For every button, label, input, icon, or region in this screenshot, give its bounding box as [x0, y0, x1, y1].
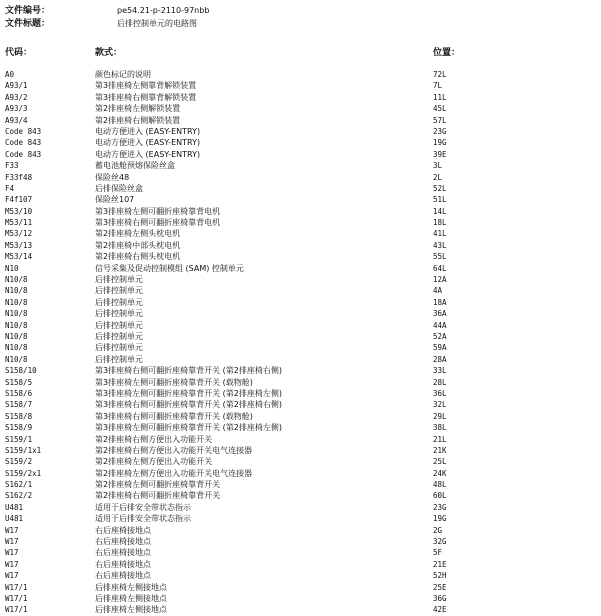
component-position: 7L [433, 81, 443, 91]
component-description: 后排控制单元 [95, 309, 143, 319]
component-position: 14L [433, 206, 447, 216]
component-code: S159/1x1 [5, 445, 42, 455]
component-description: 后排控制单元 [95, 297, 143, 307]
component-description: 第3排座椅右侧靠背解锁装置 [95, 92, 197, 102]
component-code: N10/8 [5, 275, 28, 285]
component-position: 11L [433, 92, 447, 102]
header-description: 款式： [95, 48, 123, 58]
component-position: 38L [433, 423, 447, 433]
component-position: 52H [433, 571, 447, 581]
component-position: 18A [433, 297, 447, 307]
component-description: 第3排座椅右侧可翻折座椅靠背电机 [95, 218, 221, 228]
component-code: M53/11 [5, 218, 33, 228]
table-row [5, 240, 595, 251]
component-position: 52A [433, 331, 447, 341]
component-position: 43L [433, 240, 447, 250]
component-position: 36A [433, 309, 447, 319]
component-code: S158/8 [5, 411, 33, 421]
component-position: 28A [433, 354, 447, 364]
component-code: F33 [5, 161, 19, 171]
component-position: 29L [433, 411, 447, 421]
component-position: 51L [433, 195, 447, 205]
component-code: W17 [5, 571, 19, 581]
component-code: S159/2x1 [5, 468, 42, 478]
header-code: 代码： [5, 48, 33, 58]
table-row [5, 206, 595, 217]
component-description: 右后座椅接地点 [95, 571, 151, 581]
component-code: U481 [5, 502, 24, 512]
component-position: 4A [433, 286, 443, 296]
component-position: 36G [433, 593, 447, 603]
component-code: S162/1 [5, 480, 33, 490]
component-description: 电动方便进入 (EASY-ENTRY) [95, 149, 201, 159]
component-description: 保险丝107 [95, 195, 135, 205]
table-row [5, 479, 595, 490]
component-description: 电动方便进入 (EASY-ENTRY) [95, 138, 201, 148]
component-description: 第2排座椅右侧解锁装置 [95, 115, 181, 125]
component-code: S159/1 [5, 434, 33, 444]
table-row [5, 422, 595, 433]
component-description: 第3排座椅右侧可翻折座椅靠背开关 (第2排座椅右侧) [95, 400, 282, 410]
table-row [5, 285, 595, 296]
component-code: S158/5 [5, 377, 33, 387]
table-row [5, 103, 595, 114]
table-row [5, 388, 595, 399]
component-description: 信号采集及促动控制模组 (SAM) 控制单元 [95, 263, 244, 273]
component-code: U481 [5, 514, 24, 524]
component-table [5, 69, 595, 616]
component-position: 21E [433, 559, 447, 569]
component-description: 后排控制单元 [95, 331, 143, 341]
table-row [5, 80, 595, 91]
table-row [5, 525, 595, 536]
component-position: 36L [433, 388, 447, 398]
table-row [5, 342, 595, 353]
table-row [5, 297, 595, 308]
component-description: 后排座椅左侧接地点 [95, 593, 167, 603]
component-code: S158/9 [5, 423, 33, 433]
component-code: A0 [5, 70, 15, 79]
component-code: F33f48 [5, 172, 33, 182]
component-description: 第2排座椅左侧方便出入功能开关电气连接器 [95, 468, 253, 478]
component-description: 右后座椅接地点 [95, 537, 151, 547]
table-row [5, 513, 595, 524]
component-position: 32L [433, 400, 447, 410]
component-position: 3L [433, 161, 443, 171]
component-position: 5F [433, 548, 443, 558]
component-code: Code 843 [5, 126, 42, 136]
component-description: 第2排座椅左侧头枕电机 [95, 229, 181, 239]
component-position: 12A [433, 275, 447, 285]
table-row [5, 377, 595, 388]
component-description: 第2排座椅右侧方便出入功能开关电气连接器 [95, 445, 253, 455]
component-position: 64L [433, 263, 447, 273]
component-code: M53/14 [5, 252, 33, 262]
table-row [5, 365, 595, 376]
table-row [5, 228, 595, 239]
document-number-label: 文件编号： [5, 6, 51, 16]
component-description: 第3排座椅左侧可翻折座椅靠背电机 [95, 206, 221, 216]
component-position: 52L [433, 183, 447, 193]
component-position: 19G [433, 514, 447, 524]
component-position: 48L [433, 480, 447, 490]
component-code: N10/8 [5, 331, 28, 341]
table-row [5, 604, 595, 615]
table-row [5, 149, 595, 160]
component-code: S158/6 [5, 388, 33, 398]
component-position: 41L [433, 229, 447, 239]
component-position: 25L [433, 457, 447, 467]
table-row [5, 411, 595, 422]
component-description: 右后座椅接地点 [95, 548, 151, 558]
component-code: Code 843 [5, 138, 42, 148]
component-position: 60L [433, 491, 447, 501]
component-code: N10/8 [5, 309, 28, 319]
component-code: F4 [5, 183, 15, 193]
table-row [5, 434, 595, 445]
table-row [5, 468, 595, 479]
component-position: 25E [433, 582, 447, 592]
table-row [5, 490, 595, 501]
table-row [5, 137, 595, 148]
component-description: 右后座椅接地点 [95, 525, 151, 535]
component-code: S162/2 [5, 491, 33, 501]
document-title-label: 文件标题： [5, 19, 51, 29]
table-row [5, 331, 595, 342]
component-position: 2L [433, 172, 443, 182]
table-row [5, 115, 595, 126]
component-code: M53/12 [5, 229, 33, 239]
component-description: 第3排座椅左侧靠背解锁装置 [95, 81, 197, 91]
component-code: S158/10 [5, 366, 37, 376]
component-code: M53/10 [5, 206, 33, 216]
table-row [5, 502, 595, 513]
component-description: 后排控制单元 [95, 286, 143, 296]
component-position: 33L [433, 366, 447, 376]
component-position: 42E [433, 605, 447, 615]
component-code: Code 843 [5, 149, 42, 159]
table-row [5, 160, 595, 171]
component-description: 后排控制单元 [95, 320, 143, 330]
component-position: 28L [433, 377, 447, 387]
component-code: W17/1 [5, 593, 28, 603]
table-row [5, 172, 595, 183]
table-row [5, 217, 595, 228]
component-description: 第3排座椅左侧可翻折座椅靠背开关 (第2排座椅左侧) [95, 423, 282, 433]
document-number-value: pe54.21-p-2110-97nbb [117, 6, 210, 15]
component-position: 72L [433, 70, 447, 79]
component-description: 颜色标记的说明 [95, 70, 151, 79]
table-row [5, 274, 595, 285]
table-row [5, 320, 595, 331]
component-position: 2G [433, 525, 443, 535]
component-position: 55L [433, 252, 447, 262]
table-row [5, 183, 595, 194]
component-description: 第2排座椅左侧可翻折座椅靠背开关 [95, 480, 221, 490]
component-description: 第2排座椅中部头枕电机 [95, 240, 181, 250]
table-header [5, 47, 595, 59]
component-description: 电动方便进入 (EASY-ENTRY) [95, 126, 201, 136]
table-row [5, 126, 595, 137]
table-row [5, 559, 595, 570]
table-row [5, 354, 595, 365]
component-code: W17 [5, 559, 19, 569]
table-row [5, 456, 595, 467]
component-description: 第2排座椅右侧方便出入功能开关 [95, 434, 213, 444]
component-position: 23G [433, 502, 447, 512]
component-code: N10/8 [5, 286, 28, 296]
component-code: S159/2 [5, 457, 33, 467]
component-position: 21K [433, 445, 447, 455]
component-description: 第2排座椅右侧头枕电机 [95, 252, 181, 262]
component-code: W17/1 [5, 605, 28, 615]
table-row [5, 251, 595, 262]
table-row [5, 536, 595, 547]
table-row [5, 263, 595, 274]
component-description: 后排控制单元 [95, 275, 143, 285]
table-row [5, 399, 595, 410]
document-title-value: 后排控制单元的电路图 [117, 19, 197, 28]
component-position: 32G [433, 537, 447, 547]
component-description: 第3排座椅左侧可翻折座椅靠背开关 (第2排座椅左侧) [95, 388, 282, 398]
component-code: W17 [5, 537, 19, 547]
table-row [5, 92, 595, 103]
component-description: 第3排座椅右侧可翻折座椅靠背开关 (第2排座椅右侧) [95, 366, 282, 376]
component-code: N10/8 [5, 297, 28, 307]
component-position: 45L [433, 104, 447, 114]
component-description: 后排座椅左侧接地点 [95, 605, 167, 615]
component-description: 第2排座椅左侧解锁装置 [95, 104, 181, 114]
component-description: 保险丝48 [95, 172, 130, 182]
component-position: 18L [433, 218, 447, 228]
component-description: 后排座椅左侧接地点 [95, 582, 167, 592]
component-code: A93/2 [5, 92, 28, 102]
component-position: 21L [433, 434, 447, 444]
component-code: W17 [5, 525, 19, 535]
component-position: 24K [433, 468, 447, 478]
table-row [5, 194, 595, 205]
table-row [5, 582, 595, 593]
component-description: 后排控制单元 [95, 354, 143, 364]
component-description: 右后座椅接地点 [95, 559, 151, 569]
component-description: 适用于后排安全带状态指示 [95, 514, 191, 524]
component-description: 适用于后排安全带状态指示 [95, 502, 191, 512]
component-code: W17/1 [5, 582, 28, 592]
component-description: 第2排座椅右侧可翻折座椅靠背开关 [95, 491, 221, 501]
component-position: 19G [433, 138, 447, 148]
component-code: W17 [5, 548, 19, 558]
component-code: N10/8 [5, 354, 28, 364]
header-position: 位置： [433, 48, 461, 58]
component-position: 59A [433, 343, 447, 353]
component-position: 23G [433, 126, 447, 136]
table-row [5, 69, 595, 80]
component-description: 第2排座椅左侧方便出入功能开关 [95, 457, 213, 467]
component-description: 第3排座椅左侧可翻折座椅靠背开关 (载物舱) [95, 377, 253, 387]
component-code: N10/8 [5, 343, 28, 353]
table-row [5, 593, 595, 604]
component-code: N10/8 [5, 320, 28, 330]
component-code: A93/1 [5, 81, 28, 91]
component-description: 后排控制单元 [95, 343, 143, 353]
component-position: 57L [433, 115, 447, 125]
table-row [5, 445, 595, 456]
table-row [5, 308, 595, 319]
component-description: 蓄电池舱预熔保险丝盒 [95, 161, 175, 171]
component-code: F4f107 [5, 195, 33, 205]
component-description: 后排保险丝盒 [95, 183, 143, 193]
component-code: A93/4 [5, 115, 28, 125]
component-code: N10 [5, 263, 19, 273]
table-row [5, 547, 595, 558]
component-description: 第3排座椅右侧可翻折座椅靠背开关 (载物舱) [95, 411, 253, 421]
component-code: A93/3 [5, 104, 28, 114]
component-position: 44A [433, 320, 447, 330]
component-code: S158/7 [5, 400, 33, 410]
table-row [5, 570, 595, 581]
component-position: 39E [433, 149, 447, 159]
component-code: M53/13 [5, 240, 33, 250]
